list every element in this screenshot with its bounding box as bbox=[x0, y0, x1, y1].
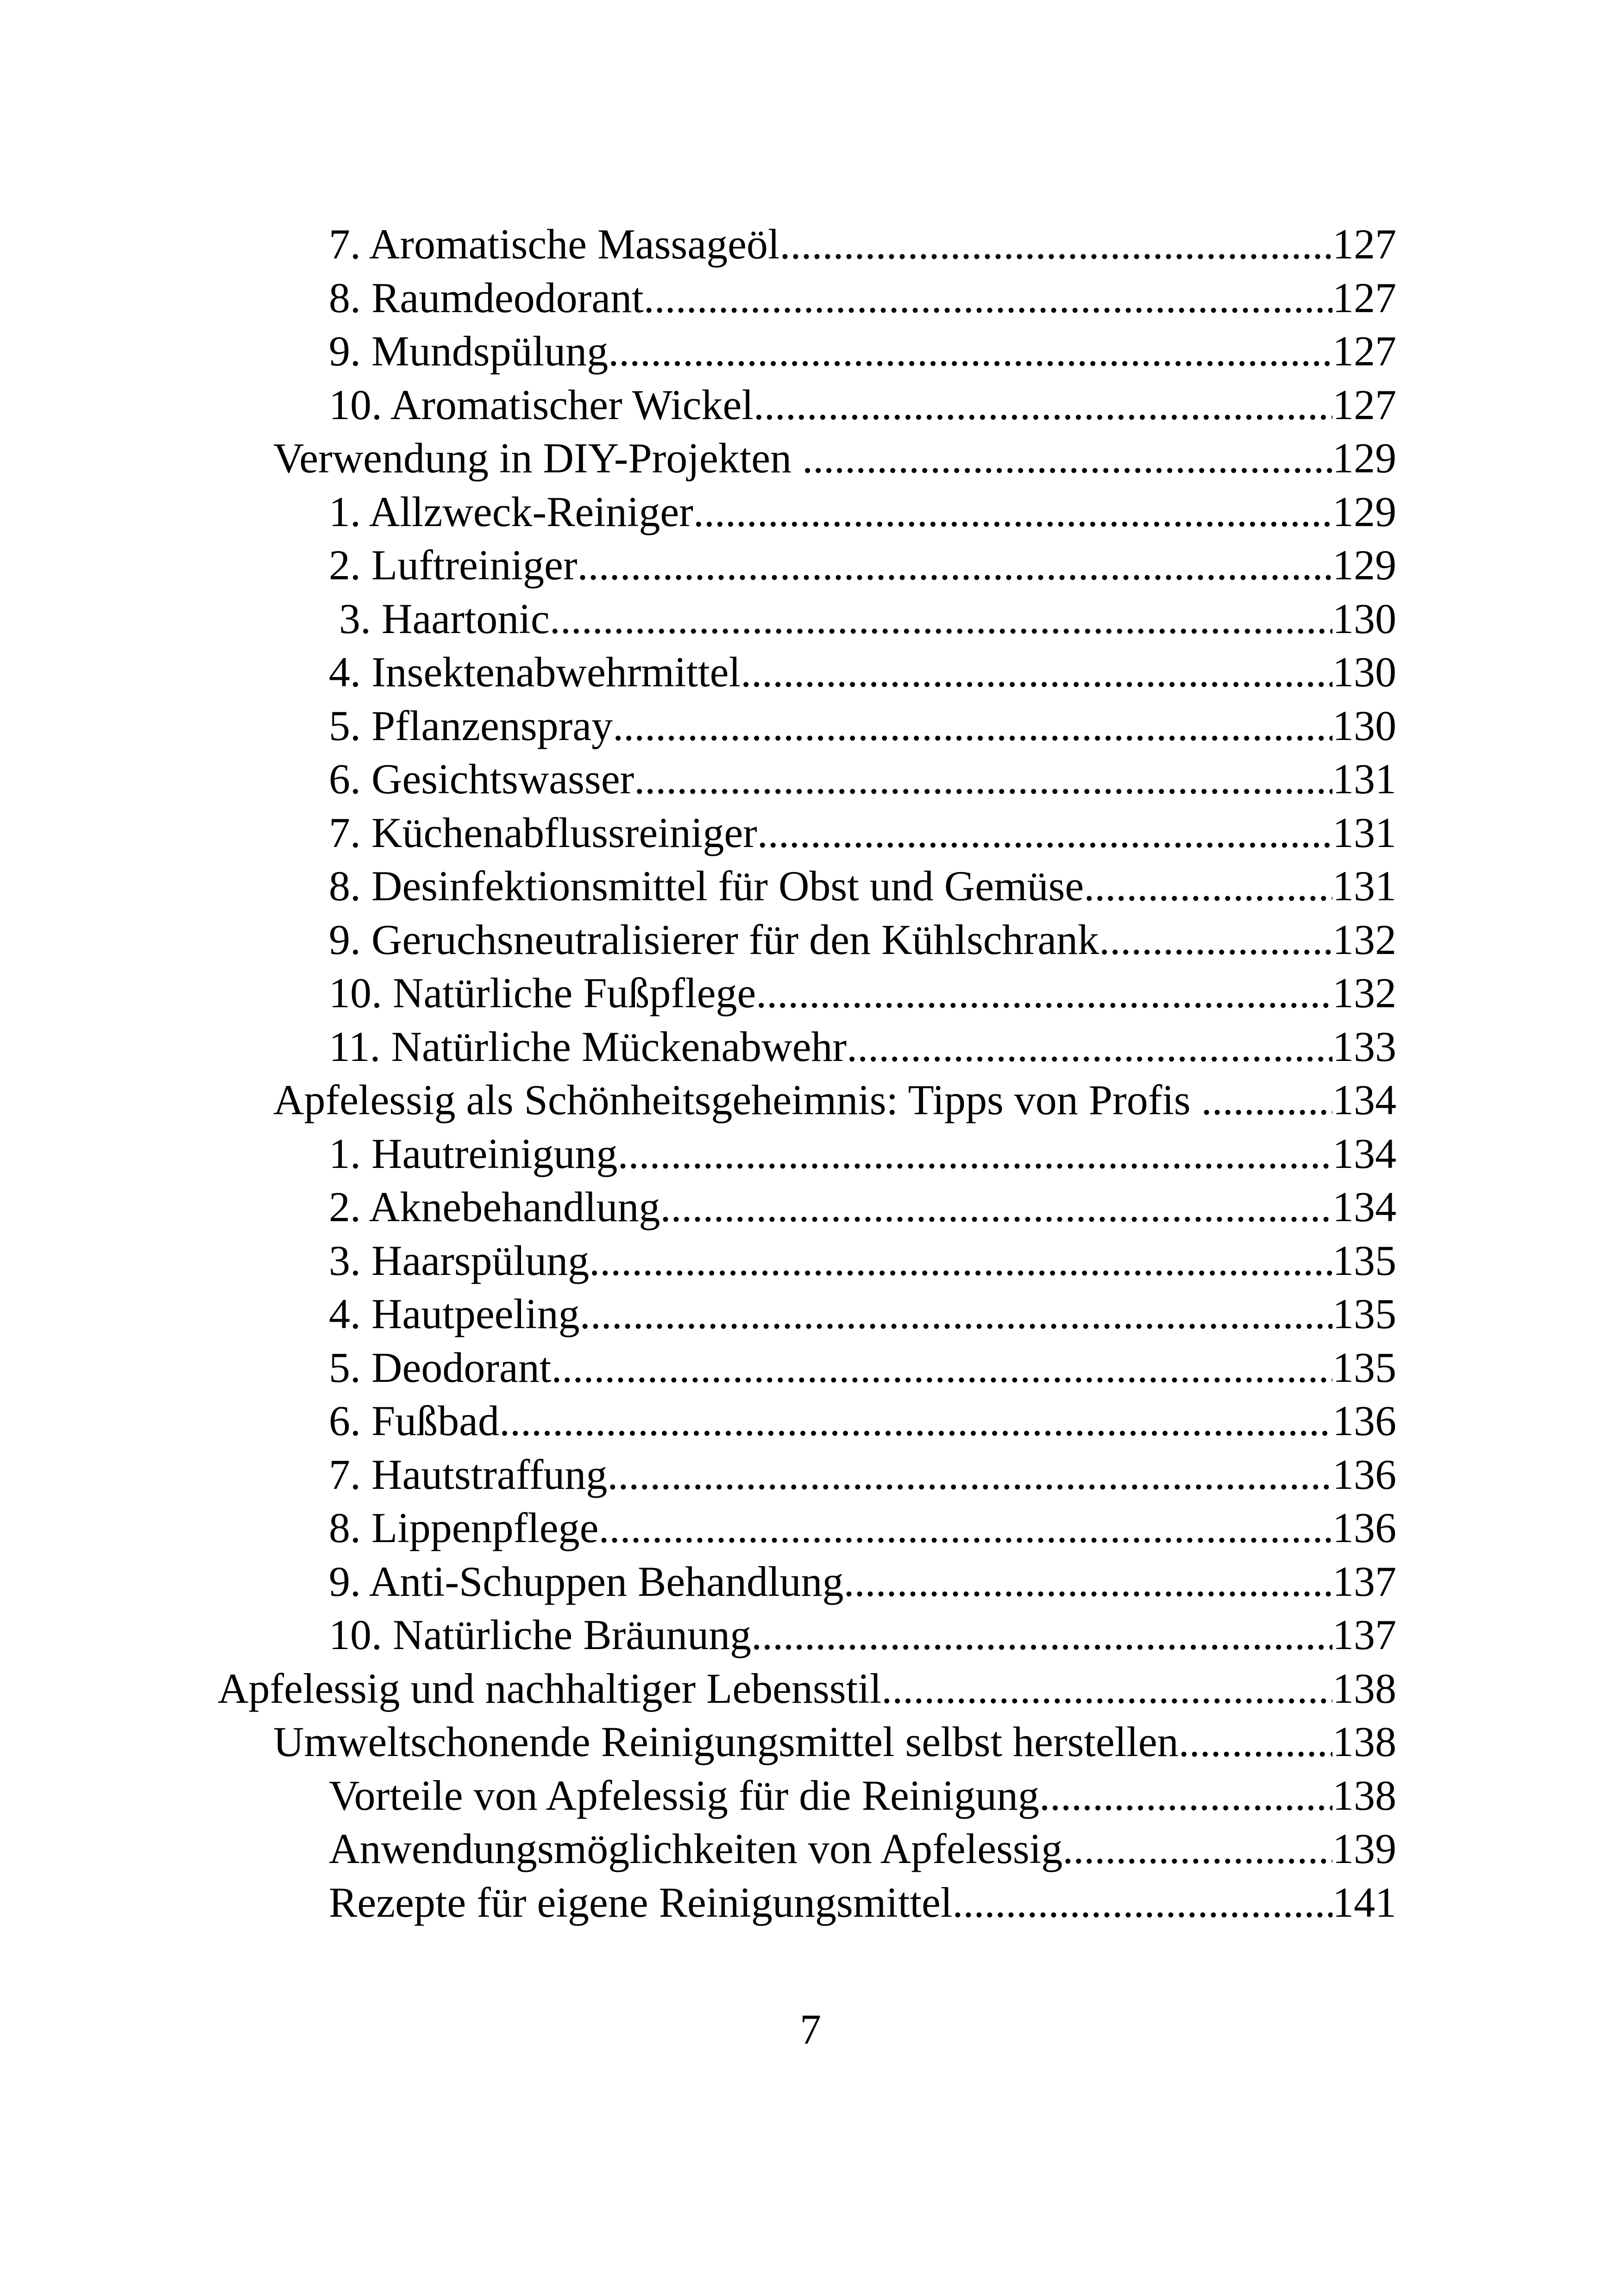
toc-entry-title: 7. Küchenabflussreiniger bbox=[329, 809, 757, 856]
toc-entry-page: 138 bbox=[1332, 1771, 1396, 1819]
toc-dot-leader bbox=[756, 966, 1332, 1020]
toc-entry-page: 138 bbox=[1332, 1664, 1396, 1712]
toc-entry-page: 130 bbox=[1332, 648, 1396, 696]
toc-entry-title: 1. Allzweck-Reiniger bbox=[329, 488, 693, 535]
toc-entry-title: Apfelessig und nachhaltiger Lebensstil bbox=[218, 1664, 882, 1712]
toc-entry-page: 135 bbox=[1332, 1343, 1396, 1391]
toc-dot-leader bbox=[757, 806, 1332, 860]
toc-entry-page: 137 bbox=[1332, 1611, 1396, 1658]
toc-entry bbox=[218, 859, 1396, 913]
toc-entry-title: Umweltschonende Reinigungsmittel selbst herstellen bbox=[273, 1718, 1179, 1765]
toc-dot-leader bbox=[802, 432, 1332, 485]
toc-entry-page: 127 bbox=[1332, 220, 1396, 268]
toc-entry bbox=[218, 1501, 1396, 1555]
toc-dot-leader bbox=[1062, 1822, 1332, 1876]
toc-entry-title: 9. Geruchsneutralisierer für den Kühlschrank bbox=[329, 916, 1100, 963]
toc-entry bbox=[218, 485, 1396, 539]
toc-dot-leader bbox=[617, 1127, 1332, 1181]
toc-entry-title: 7. Hautstraffung bbox=[329, 1450, 608, 1498]
toc-entry-page: 130 bbox=[1332, 595, 1396, 642]
toc-entry bbox=[218, 218, 1396, 271]
toc-dot-leader bbox=[499, 1394, 1332, 1448]
toc-entry bbox=[218, 1448, 1396, 1502]
toc-entry-title: Rezepte für eigene Reinigungsmittel bbox=[329, 1878, 953, 1926]
toc-dot-leader bbox=[1084, 859, 1332, 913]
toc-dot-leader bbox=[1201, 1073, 1332, 1127]
toc-dot-leader bbox=[634, 753, 1332, 806]
toc-entry-title: 5. Pflanzenspray bbox=[329, 702, 613, 749]
toc-entry-title: 6. Fußbad bbox=[329, 1397, 499, 1444]
toc-dot-leader bbox=[550, 592, 1332, 646]
toc-dot-leader bbox=[608, 325, 1332, 378]
toc-entry-title: 10. Natürliche Fußpflege bbox=[329, 969, 756, 1016]
toc-entry-page: 131 bbox=[1332, 862, 1396, 910]
toc-dot-leader bbox=[693, 485, 1332, 539]
toc-entry bbox=[218, 1073, 1396, 1127]
toc-entry-page: 129 bbox=[1332, 488, 1396, 535]
toc-entry bbox=[218, 1555, 1396, 1609]
toc-entry bbox=[218, 806, 1396, 860]
toc-entry-page: 134 bbox=[1332, 1129, 1396, 1177]
toc-entry-page: 137 bbox=[1332, 1557, 1396, 1605]
toc-entry bbox=[218, 1180, 1396, 1234]
toc-dot-leader bbox=[613, 699, 1332, 753]
toc-entry-title: 7. Aromatische Massageöl bbox=[329, 220, 780, 268]
toc-entry-title: 1. Hautreinigung bbox=[329, 1129, 618, 1177]
toc-dot-leader bbox=[779, 218, 1332, 271]
toc-entry bbox=[218, 1287, 1396, 1341]
toc-entry-title: 11. Natürliche Mückenabwehr bbox=[329, 1023, 847, 1070]
toc-dot-leader bbox=[754, 378, 1332, 432]
toc-entry-title: Apfelessig als Schönheitsgeheimnis: Tipps von Profis bbox=[273, 1076, 1201, 1123]
toc-entry bbox=[218, 378, 1396, 432]
toc-entry bbox=[218, 1127, 1396, 1181]
toc-dot-leader bbox=[1039, 1769, 1332, 1823]
toc-entry bbox=[218, 1234, 1396, 1288]
toc-entry-title: 8. Lippenpflege bbox=[329, 1504, 599, 1551]
toc-entry bbox=[218, 1394, 1396, 1448]
toc-dot-leader bbox=[577, 539, 1332, 592]
toc-entry-title: 5. Deodorant bbox=[329, 1343, 552, 1391]
toc-entry-title: 10. Natürliche Bräunung bbox=[329, 1611, 752, 1658]
toc-entry bbox=[218, 271, 1396, 325]
toc-entry bbox=[218, 1876, 1396, 1930]
toc-entry bbox=[218, 1715, 1396, 1769]
toc-entry bbox=[218, 1341, 1396, 1395]
toc-entry-title: 4. Insektenabwehrmittel bbox=[329, 648, 741, 696]
toc-entry bbox=[218, 1822, 1396, 1876]
toc-entry bbox=[218, 325, 1396, 378]
toc-dot-leader bbox=[844, 1555, 1332, 1609]
toc-entry-title: 2. Luftreiniger bbox=[329, 541, 578, 589]
toc-dot-leader bbox=[952, 1876, 1332, 1930]
toc-entry-page: 133 bbox=[1332, 1023, 1396, 1070]
table-of-contents bbox=[218, 218, 1396, 1929]
toc-entry-page: 130 bbox=[1332, 702, 1396, 749]
toc-entry-page: 129 bbox=[1332, 434, 1396, 482]
toc-dot-leader bbox=[607, 1448, 1332, 1502]
toc-entry-page: 131 bbox=[1332, 809, 1396, 856]
toc-entry-page: 129 bbox=[1332, 541, 1396, 589]
toc-entry-page: 132 bbox=[1332, 916, 1396, 963]
toc-entry bbox=[218, 432, 1396, 485]
toc-entry-page: 135 bbox=[1332, 1236, 1396, 1284]
toc-entry-page: 136 bbox=[1332, 1397, 1396, 1444]
toc-entry-page: 136 bbox=[1332, 1504, 1396, 1551]
toc-entry-title: 3. Haartonic bbox=[339, 595, 550, 642]
toc-entry-page: 127 bbox=[1332, 381, 1396, 428]
toc-entry-title: 9. Mundspülung bbox=[329, 327, 609, 375]
toc-entry-title: 8. Raumdeodorant bbox=[329, 274, 644, 321]
toc-entry bbox=[218, 1020, 1396, 1074]
toc-dot-leader bbox=[751, 1608, 1332, 1662]
toc-entry-title: 6. Gesichtswasser bbox=[329, 755, 635, 803]
toc-entry-page: 138 bbox=[1332, 1718, 1396, 1765]
toc-dot-leader bbox=[1179, 1715, 1332, 1769]
toc-entry bbox=[218, 753, 1396, 806]
toc-entry-page: 127 bbox=[1332, 274, 1396, 321]
toc-dot-leader bbox=[847, 1020, 1332, 1074]
toc-entry-title: 3. Haarspülung bbox=[329, 1236, 590, 1284]
toc-entry-title: 9. Anti-Schuppen Behandlung bbox=[329, 1557, 844, 1605]
toc-entry bbox=[218, 966, 1396, 1020]
toc-dot-leader bbox=[660, 1180, 1332, 1234]
toc-dot-leader bbox=[881, 1662, 1332, 1716]
toc-entry bbox=[218, 699, 1396, 753]
toc-dot-leader bbox=[741, 646, 1332, 699]
toc-entry-title: 4. Hautpeeling bbox=[329, 1290, 580, 1337]
toc-entry-title: Anwendungsmöglichkeiten von Apfelessig bbox=[329, 1825, 1063, 1872]
toc-entry-page: 131 bbox=[1332, 755, 1396, 803]
toc-entry bbox=[218, 913, 1396, 967]
toc-entry-page: 134 bbox=[1332, 1183, 1396, 1230]
toc-entry bbox=[218, 646, 1396, 699]
toc-dot-leader bbox=[589, 1234, 1332, 1288]
toc-dot-leader bbox=[1099, 913, 1332, 967]
toc-entry-title: 10. Aromatischer Wickel bbox=[329, 381, 754, 428]
toc-entry-title: Verwendung in DIY-Projekten bbox=[273, 434, 803, 482]
toc-entry bbox=[218, 539, 1396, 592]
toc-entry-page: 132 bbox=[1332, 969, 1396, 1016]
toc-entry bbox=[218, 1608, 1396, 1662]
toc-entry-page: 135 bbox=[1332, 1290, 1396, 1337]
toc-entry-title: 2. Aknebehandlung bbox=[329, 1183, 660, 1230]
toc-entry bbox=[218, 1662, 1396, 1716]
toc-entry-title: Vorteile von Apfelessig für die Reinigung bbox=[329, 1771, 1039, 1819]
toc-entry-page: 141 bbox=[1332, 1878, 1396, 1926]
toc-dot-leader bbox=[644, 271, 1332, 325]
toc-dot-leader bbox=[598, 1501, 1332, 1555]
toc-entry-title: 8. Desinfektionsmittel für Obst und Gemüse bbox=[329, 862, 1084, 910]
toc-entry-page: 139 bbox=[1332, 1825, 1396, 1872]
toc-entry bbox=[218, 1769, 1396, 1823]
toc-dot-leader bbox=[551, 1341, 1332, 1395]
toc-entry-page: 127 bbox=[1332, 327, 1396, 375]
toc-entry bbox=[218, 592, 1396, 646]
toc-dot-leader bbox=[580, 1287, 1332, 1341]
toc-entry-page: 136 bbox=[1332, 1450, 1396, 1498]
toc-entry-page: 134 bbox=[1332, 1076, 1396, 1123]
page-number: 7 bbox=[800, 2006, 821, 2053]
